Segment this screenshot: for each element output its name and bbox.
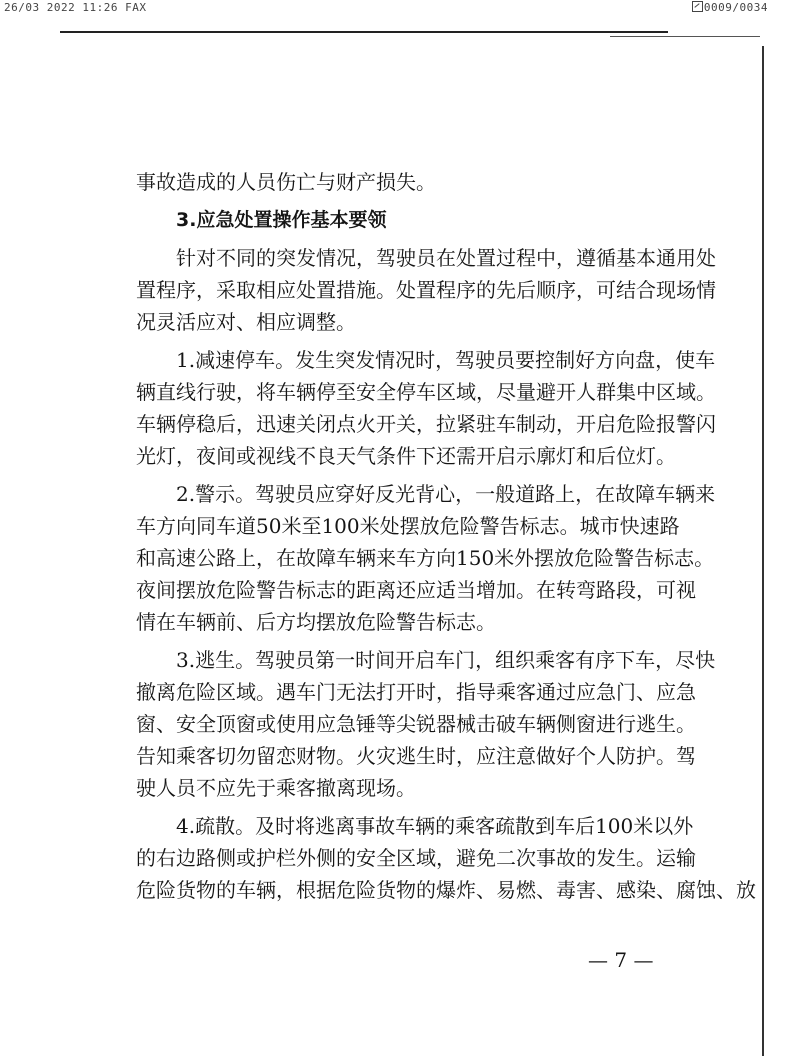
fax-page-counter-text: 0009/0034 xyxy=(703,1,768,14)
step3-paragraph xyxy=(136,644,716,804)
paragraph-line: 3.逃生。驾驶员第一时间开启车门，组织乘客有序下车，尽快 xyxy=(176,648,716,672)
fax-header xyxy=(0,0,800,16)
paragraph-line: 和高速公路上，在故障车辆来车方向150米外摆放危险警告标志。 xyxy=(136,546,715,570)
paragraph-line: 车方向同车道50米至100米处摆放危险警告标志。城市快速路 xyxy=(136,514,680,538)
paragraph-line: 情在车辆前、后方均摆放危险警告标志。 xyxy=(136,610,496,634)
paragraph-line: 危险货物的车辆，根据危险货物的爆炸、易燃、毒害、感染、腐蚀、放 xyxy=(136,878,756,902)
paragraph-line: 的右边路侧或护栏外侧的安全区域，避免二次事故的发生。运输 xyxy=(136,846,696,870)
continuation-line: 事故造成的人员伤亡与财产损失。 xyxy=(136,170,436,194)
step1-paragraph xyxy=(136,344,716,472)
paragraph-line: 4.疏散。及时将逃离事故车辆的乘客疏散到车后100米以外 xyxy=(176,814,694,838)
paragraph-line: 辆直线行驶，将车辆停至安全停车区域，尽量避开人群集中区域。 xyxy=(136,380,716,404)
document-page xyxy=(136,166,756,906)
fax-status-icon xyxy=(692,1,703,12)
paragraph-line: 况灵活应对、相应调整。 xyxy=(136,310,356,334)
paragraph-line: 驶人员不应先于乘客撤离现场。 xyxy=(136,776,416,800)
paragraph-line: 针对不同的突发情况，驾驶员在处置过程中，遵循基本通用处 xyxy=(176,246,716,270)
section-heading: 3.应急处置操作基本要领 xyxy=(176,209,387,231)
paragraph-line: 1.减速停车。发生突发情况时，驾驶员要控制好方向盘，使车 xyxy=(176,348,716,372)
paragraph-line: 置程序，采取相应处置措施。处置程序的先后顺序，可结合现场情 xyxy=(136,278,716,302)
fax-datetime: 26/03 2022 11:26 FAX xyxy=(4,1,147,14)
paragraph-line: 撤离危险区域。遇车门无法打开时，指导乘客通过应急门、应急 xyxy=(136,680,696,704)
step4-paragraph xyxy=(136,810,756,906)
paragraph-line: 告知乘客切勿留恋财物。火灾逃生时，应注意做好个人防护。驾 xyxy=(136,744,696,768)
fax-page-counter xyxy=(692,1,768,14)
step2-paragraph xyxy=(136,478,716,638)
paragraph-line: 光灯，夜间或视线不良天气条件下还需开启示廓灯和后位灯。 xyxy=(136,444,676,468)
top-rule xyxy=(60,31,668,33)
top-rule-short xyxy=(610,36,760,37)
page-number: — 7 — xyxy=(588,948,654,972)
paragraph-line: 车辆停稳后，迅速关闭点火开关，拉紧驻车制动，开启危险报警闪 xyxy=(136,412,716,436)
right-margin-rule xyxy=(762,46,764,1056)
paragraph-line: 窗、安全顶窗或使用应急锤等尖锐器械击破车辆侧窗进行逃生。 xyxy=(136,712,696,736)
intro-paragraph xyxy=(136,242,716,338)
paragraph-line: 夜间摆放危险警告标志的距离还应适当增加。在转弯路段，可视 xyxy=(136,578,696,602)
paragraph-line: 2.警示。驾驶员应穿好反光背心，一般道路上，在故障车辆来 xyxy=(176,482,716,506)
